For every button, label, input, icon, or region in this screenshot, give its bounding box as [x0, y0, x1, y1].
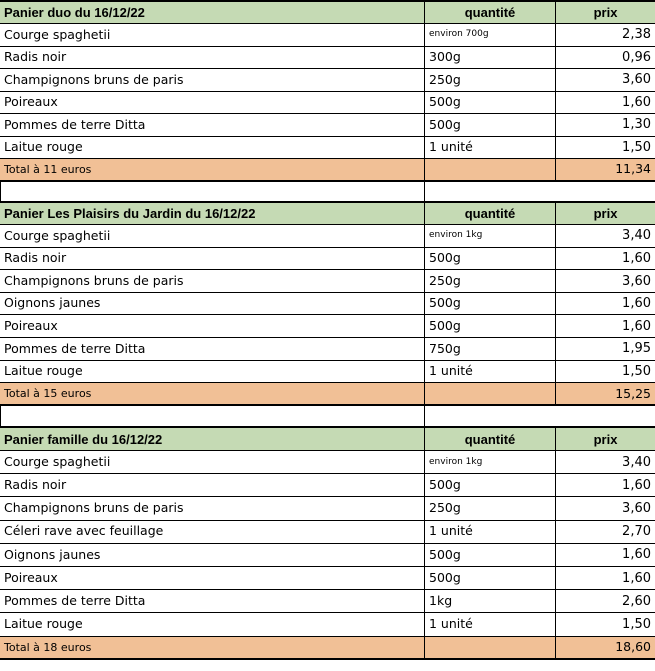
product-name: Champignons bruns de paris	[0, 69, 425, 92]
product-quantity: 1kg	[425, 590, 556, 613]
total-row	[0, 159, 655, 182]
total-label: Total à 11 euros	[0, 159, 425, 182]
total-value: 15,25	[556, 383, 655, 406]
product-quantity: 300g	[425, 46, 556, 69]
product-name: Poireaux	[0, 566, 425, 589]
table-row	[0, 613, 655, 636]
table-row	[0, 360, 655, 383]
table-row	[0, 247, 655, 270]
product-quantity: 1 unité	[425, 520, 556, 543]
table-row	[0, 338, 655, 361]
product-name: Pommes de terre Ditta	[0, 338, 425, 361]
product-name: Poireaux	[0, 315, 425, 338]
total-value: 18,60	[556, 636, 655, 659]
product-price: 2,70	[556, 520, 655, 543]
product-name: Oignons jaunes	[0, 292, 425, 315]
basket-table	[0, 201, 655, 406]
product-quantity: 500g	[425, 247, 556, 270]
basket-header-row	[0, 1, 655, 24]
total-empty-cell	[425, 636, 556, 659]
product-price: 1,60	[556, 315, 655, 338]
product-quantity: 500g	[425, 91, 556, 114]
product-price: 3,60	[556, 497, 655, 520]
table-row	[0, 225, 655, 248]
product-price: 1,60	[556, 91, 655, 114]
product-name: Radis noir	[0, 474, 425, 497]
product-quantity: 500g	[425, 114, 556, 137]
product-name: Poireaux	[0, 91, 425, 114]
product-name: Laitue rouge	[0, 613, 425, 636]
table-row	[0, 24, 655, 47]
price-column-header: prix	[556, 427, 655, 450]
table-row	[0, 46, 655, 69]
product-quantity: environ 1kg	[425, 225, 556, 248]
total-row	[0, 636, 655, 659]
basket-table	[0, 426, 655, 660]
table-row	[0, 543, 655, 566]
product-quantity: 500g	[425, 566, 556, 589]
quantity-column-header: quantité	[425, 1, 556, 24]
product-name: Pommes de terre Ditta	[0, 114, 425, 137]
table-spacer	[0, 182, 655, 201]
product-quantity: 1 unité	[425, 613, 556, 636]
table-row	[0, 566, 655, 589]
product-quantity: environ 1kg	[425, 451, 556, 474]
product-name: Pommes de terre Ditta	[0, 590, 425, 613]
product-price: 1,30	[556, 114, 655, 137]
total-value: 11,34	[556, 159, 655, 182]
product-name: Courge spaghetii	[0, 24, 425, 47]
basket-header-row	[0, 202, 655, 225]
table-row	[0, 292, 655, 315]
total-row	[0, 383, 655, 406]
table-spacer	[0, 406, 655, 426]
basket-header-row	[0, 427, 655, 450]
product-price: 1,60	[556, 543, 655, 566]
product-quantity: 1 unité	[425, 360, 556, 383]
total-empty-cell	[425, 383, 556, 406]
table-row	[0, 69, 655, 92]
product-quantity: environ 700g	[425, 24, 556, 47]
table-row	[0, 497, 655, 520]
product-name: Laitue rouge	[0, 136, 425, 159]
table-row	[0, 474, 655, 497]
product-quantity: 750g	[425, 338, 556, 361]
quantity-column-header: quantité	[425, 202, 556, 225]
total-label: Total à 15 euros	[0, 383, 425, 406]
product-price: 3,60	[556, 270, 655, 293]
table-row	[0, 315, 655, 338]
basket-title: Panier Les Plaisirs du Jardin du 16/12/22	[0, 202, 425, 225]
table-row	[0, 451, 655, 474]
product-price: 3,40	[556, 225, 655, 248]
product-price: 1,60	[556, 474, 655, 497]
product-name: Céleri rave avec feuillage	[0, 520, 425, 543]
table-row	[0, 270, 655, 293]
product-price: 0,96	[556, 46, 655, 69]
product-quantity: 500g	[425, 474, 556, 497]
product-price: 1,95	[556, 338, 655, 361]
product-quantity: 1 unité	[425, 136, 556, 159]
product-name: Radis noir	[0, 247, 425, 270]
product-price: 1,50	[556, 136, 655, 159]
table-row	[0, 114, 655, 137]
product-quantity: 250g	[425, 497, 556, 520]
product-name: Courge spaghetii	[0, 225, 425, 248]
product-price: 1,60	[556, 247, 655, 270]
total-label: Total à 18 euros	[0, 636, 425, 659]
product-name: Laitue rouge	[0, 360, 425, 383]
product-quantity: 250g	[425, 69, 556, 92]
product-price: 2,60	[556, 590, 655, 613]
total-empty-cell	[425, 159, 556, 182]
product-name: Radis noir	[0, 46, 425, 69]
product-price: 1,60	[556, 292, 655, 315]
product-price: 1,50	[556, 360, 655, 383]
basket-table	[0, 0, 655, 182]
product-price: 1,60	[556, 566, 655, 589]
product-quantity: 500g	[425, 543, 556, 566]
product-quantity: 250g	[425, 270, 556, 293]
product-quantity: 500g	[425, 315, 556, 338]
table-row	[0, 520, 655, 543]
product-price: 2,38	[556, 24, 655, 47]
product-name: Courge spaghetii	[0, 451, 425, 474]
product-name: Oignons jaunes	[0, 543, 425, 566]
basket-title: Panier famille du 16/12/22	[0, 427, 425, 450]
product-name: Champignons bruns de paris	[0, 270, 425, 293]
basket-title: Panier duo du 16/12/22	[0, 1, 425, 24]
table-row	[0, 136, 655, 159]
table-row	[0, 590, 655, 613]
price-column-header: prix	[556, 1, 655, 24]
product-name: Champignons bruns de paris	[0, 497, 425, 520]
product-quantity: 500g	[425, 292, 556, 315]
product-price: 3,40	[556, 451, 655, 474]
table-row	[0, 91, 655, 114]
quantity-column-header: quantité	[425, 427, 556, 450]
price-column-header: prix	[556, 202, 655, 225]
product-price: 1,50	[556, 613, 655, 636]
product-price: 3,60	[556, 69, 655, 92]
